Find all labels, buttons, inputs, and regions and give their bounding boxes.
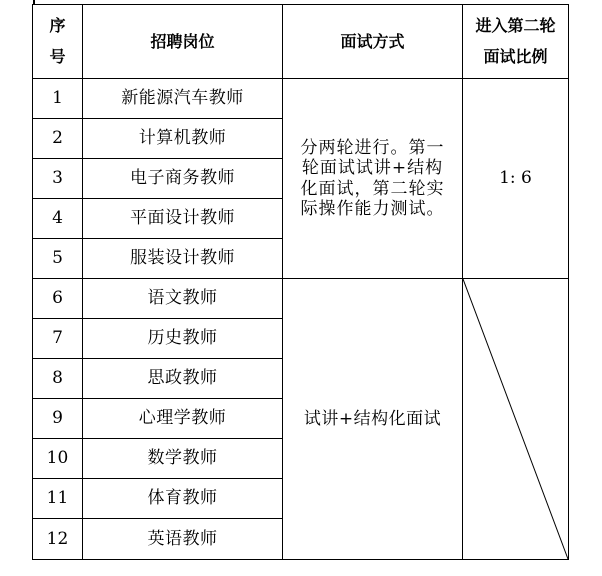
header-position: 招聘岗位 bbox=[83, 5, 283, 79]
position-cell: 语文教师 bbox=[83, 279, 283, 319]
table-row bbox=[33, 279, 569, 319]
method-line: 际操作能力测试。 bbox=[300, 198, 445, 219]
serial-cell: 9 bbox=[33, 399, 83, 439]
position-cell: 体育教师 bbox=[83, 479, 283, 519]
header-serial-line1: 序 bbox=[49, 16, 66, 36]
position-cell: 数学教师 bbox=[83, 439, 283, 479]
position-cell: 思政教师 bbox=[83, 359, 283, 399]
serial-cell: 3 bbox=[33, 159, 83, 199]
serial-cell: 11 bbox=[33, 479, 83, 519]
position-cell: 计算机教师 bbox=[83, 119, 283, 159]
method-line: 轮面试试讲+结构 bbox=[301, 158, 444, 179]
serial-cell: 2 bbox=[33, 119, 83, 159]
position-cell: 电子商务教师 bbox=[83, 159, 283, 199]
header-second-round-ratio bbox=[463, 5, 569, 79]
ratio-cell-group1: 1: 6 bbox=[463, 79, 569, 279]
serial-cell: 7 bbox=[33, 319, 83, 359]
header-ratio-line1: 进入第二轮 bbox=[475, 16, 556, 36]
header-interview-method: 面试方式 bbox=[283, 5, 463, 79]
header-serial-line2: 号 bbox=[49, 46, 66, 66]
position-cell: 心理学教师 bbox=[83, 399, 283, 439]
position-cell: 新能源汽车教师 bbox=[83, 79, 283, 119]
header-ratio-line2: 面试比例 bbox=[483, 46, 548, 66]
serial-cell: 8 bbox=[33, 359, 83, 399]
method-line: 分两轮进行。第一 bbox=[300, 137, 445, 158]
serial-cell: 4 bbox=[33, 199, 83, 239]
header-serial-number bbox=[33, 5, 83, 79]
position-cell: 服装设计教师 bbox=[83, 239, 283, 279]
table-header-row bbox=[33, 5, 569, 79]
serial-cell: 6 bbox=[33, 279, 83, 319]
method-line: 化面试，第二轮实 bbox=[300, 178, 445, 199]
table-row bbox=[33, 79, 569, 119]
position-cell: 英语教师 bbox=[83, 519, 283, 560]
diagonal-line bbox=[463, 279, 568, 559]
serial-cell: 5 bbox=[33, 239, 83, 279]
serial-cell: 12 bbox=[33, 519, 83, 560]
position-cell: 历史教师 bbox=[83, 319, 283, 359]
method-cell-group1 bbox=[283, 79, 463, 279]
recruitment-interview-table bbox=[32, 4, 569, 560]
serial-cell: 10 bbox=[33, 439, 83, 479]
ratio-cell-group2-blank bbox=[463, 279, 569, 560]
method-cell-group2: 试讲+结构化面试 bbox=[283, 279, 463, 560]
position-cell: 平面设计教师 bbox=[83, 199, 283, 239]
serial-cell: 1 bbox=[33, 79, 83, 119]
